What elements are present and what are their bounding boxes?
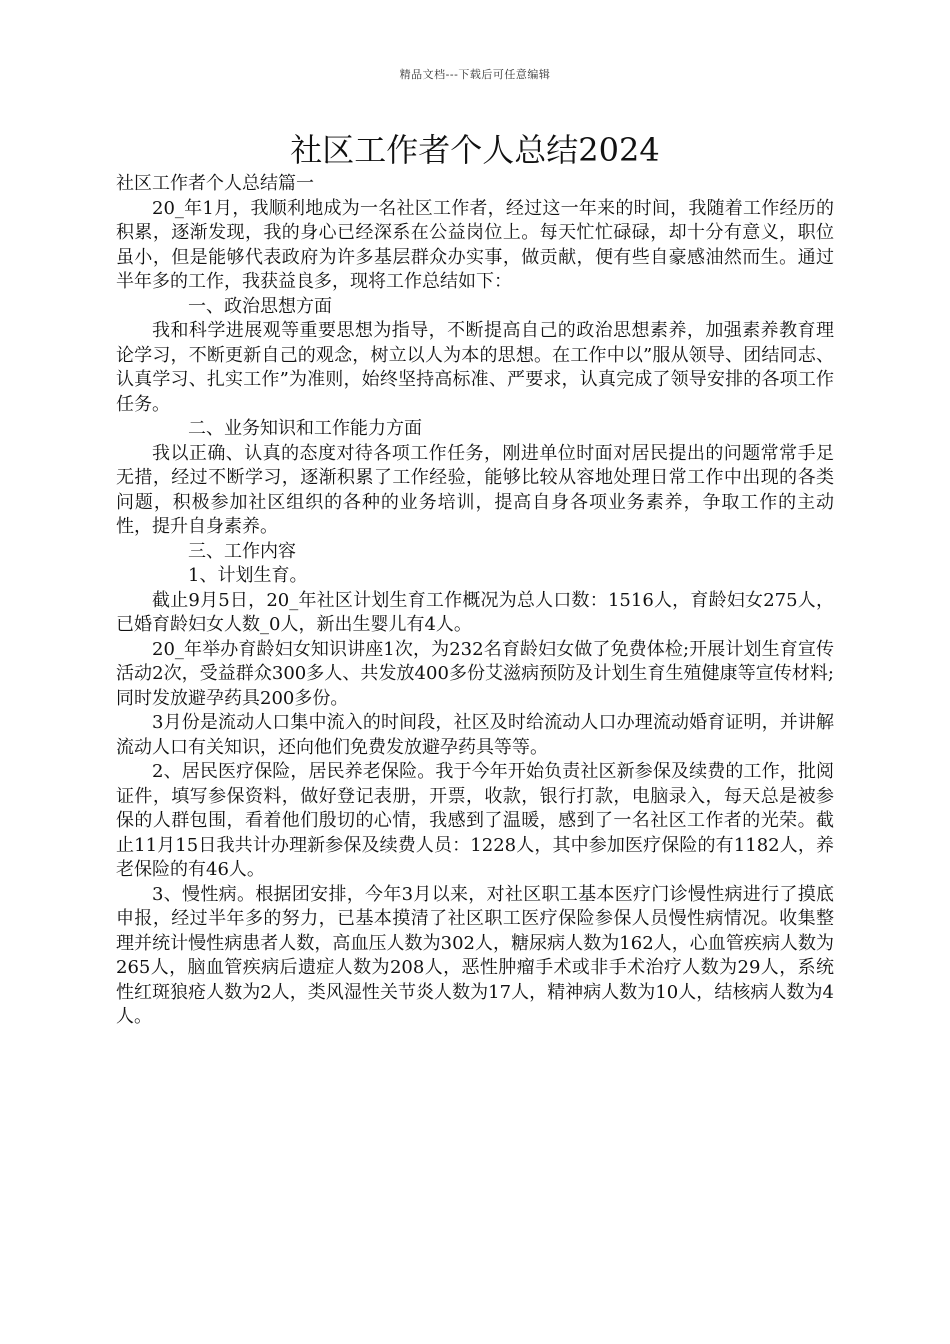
paragraph-migrant-population: 3月份是流动人口集中流入的时间段，社区及时给流动人口办理流动婚育证明，并讲解流动人口有关知识，还向他们免费发放避孕药具等等。 [116,712,834,758]
paragraph-business: 我以正确、认真的态度对待各项工作任务，刚进单位时面对居民提出的问题常常手足无措，经过不断学习，逐渐积累了工作经验，能够比较从容地处理日常工作中出现的各类问题，积极参加社区组织的各种的业务培训，提高自身各项业务素养，争取工作的主动性，提升自身素养。 [116,442,834,537]
section-subtitle: 社区工作者个人总结篇一 [116,173,314,194]
paragraph-family-planning-activities: 20_年举办育龄妇女知识讲座1次，为232名育龄妇女做了免费体检;开展计划生育宣传活动2次，受益群众300多人、共发放400多份艾滋病预防及计划生育生殖健康等宣传材料;同时发放避孕药具200多份。 [116,638,834,709]
paragraph-political: 我和科学进展观等重要思想为指导，不断提高自己的政治思想素养，加强素养教育理论学习，不断更新自己的观念，树立以人为本的思想。在工作中以”服从领导、团结同志、认真学习、扎实工作”为准则，始终坚持高标准、严要求，认真完成了领导安排的各项工作任务。 [116,320,834,415]
heading-business: 二、业务知识和工作能力方面 [188,418,422,439]
heading-family-planning: 1、计划生育。 [188,565,308,586]
document-body [116,172,834,1030]
page-title: 社区工作者个人总结2024 [290,131,660,169]
heading-work-content: 三、工作内容 [188,540,296,562]
paragraph-chronic-disease: 3、慢性病。根据团安排，今年3月以来，对社区职工基本医疗门诊慢性病进行了摸底申报，经过半年多的努力，已基本摸清了社区职工医疗保险参保人员慢性病情况。收集整理并统计慢性病患者人数，高血压人数为302人，糖尿病人数为162人，心血管疾病人数为265人，脑血管疾病后遗症人数为208人，恶性肿瘤手术或非手术治疗人数为29人，系统性红斑狼疮人数为2人，类风湿性关节炎人数为17人，精神病人数为10人，结核病人数为4人。 [116,883,834,1027]
header-note: 精品文档---下载后可任意编辑 [399,68,551,81]
paragraph-family-planning-stats: 截止9月5日，20_年社区计划生育工作概况为总人口数：1516人，育龄妇女275人，已婚育龄妇女人数_0人，新出生婴儿有4人。 [116,589,834,635]
paragraph-insurance: 2、居民医疗保险，居民养老保险。我于今年开始负责社区新参保及续费的工作，批阅证件，填写参保资料，做好登记表册，开票，收款，银行打款，电脑录入，每天总是被参保的人群包围，看着他们殷切的心情，我感到了温暖，感到了一名社区工作者的光荣。截止11月15日我共计办理新参保及续费人员：1228人，其中参加医疗保险的有1182人，养老保险的有46人。 [116,761,834,880]
heading-political: 一、政治思想方面 [188,295,332,317]
paragraph-intro: 20_年1月，我顺利地成为一名社区工作者，经过这一年来的时间，我随着工作经历的积累，逐渐发现，我的身心已经深系在公益岗位上。每天忙忙碌碌，却十分有意义，职位虽小，但是能够代表政府为许多基层群众办实事，做贡献，便有些自豪感油然而生。通过半年多的工作，我获益良多，现将工作总结如下： [116,197,834,292]
